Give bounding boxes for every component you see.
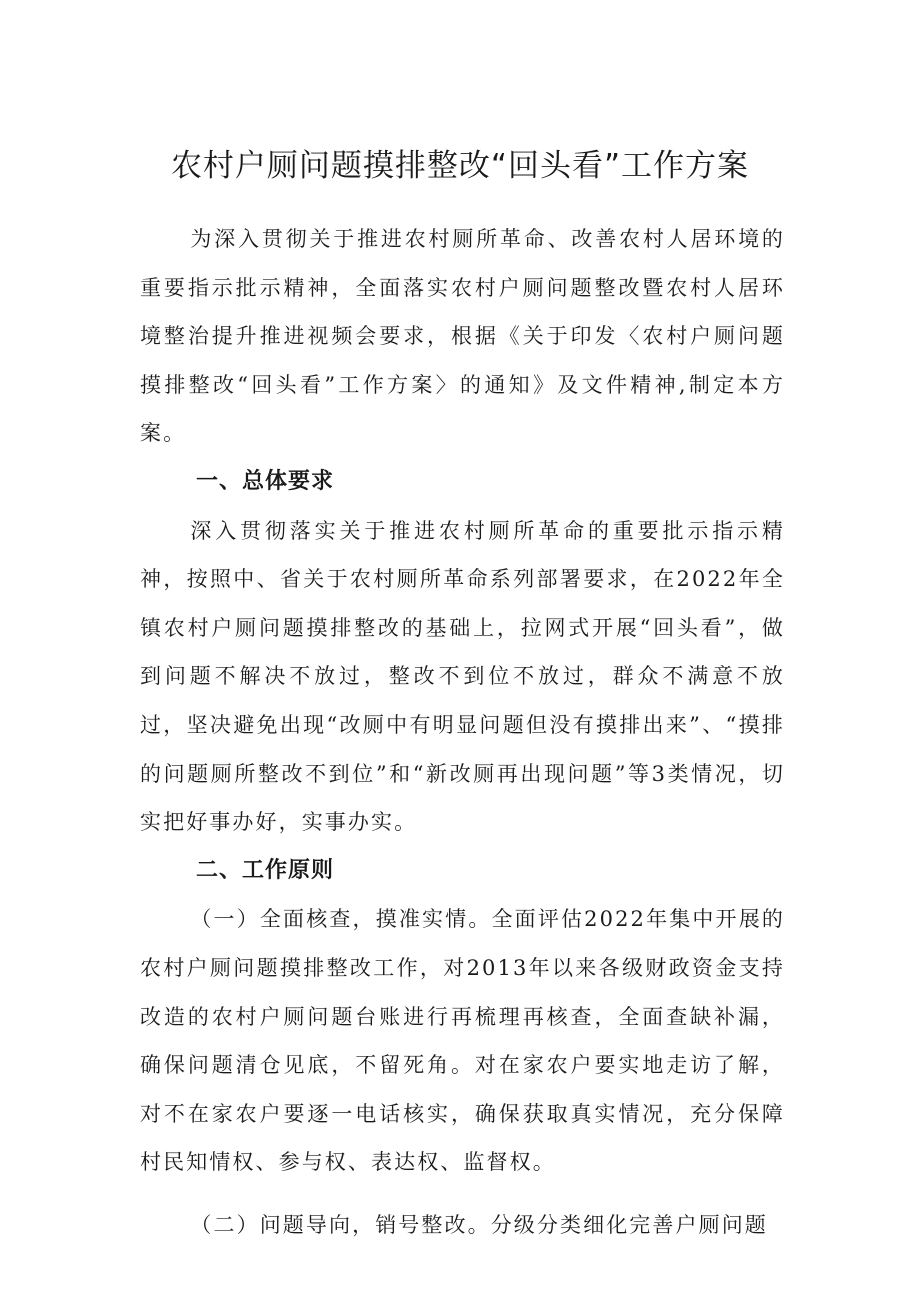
general-requirements-paragraph: 深入贯彻落实关于推进农村厕所革命的重要批示指示精神，按照中、省关于农村厕所革命系列部署要求，在2022年全镇农村户厕问题摸排整改的基础上，拉网式开展“回头看”，做到问题不解决不放过，整改不到位不放过，群众不满意不放过，坚决避免出现“改厕中有明显问题但没有摸排出来”、“摸排的问题厕所整改不到位”和“新改厕再出现问题”等3类情况，切实把好事办好，实事办实。 [140,518,785,835]
section-heading-general-requirements: 一、总体要求 [196,468,335,494]
principle-1-paragraph: （一）全面核查，摸准实情。全面评估2022年集中开展的农村户厕问题摸排整改工作，对2013年以来各级财政资金支持改造的农村户厕问题台账进行再梳理再核查，全面查缺补漏，确保问题清仓见底，不留死角。对在家农户要实地走访了解，对不在家农户要逐一电话核实，确保获取真实情况，充分保障村民知情权、参与权、表达权、监督权。 [140,907,785,1175]
document-title: 农村户厕问题摸排整改“回头看”工作方案 [170,148,750,184]
intro-paragraph: 为深入贯彻关于推进农村厕所革命、改善农村人居环境的重要指示批示精神，全面落实农村户厕问题整改暨农村人居环境整治提升推进视频会要求，根据《关于印发〈农村户厕问题摸排整改“回头看”工作方案〉的通知》及文件精神,制定本方案。 [140,227,785,446]
document-body [140,215,785,1249]
principle-2-paragraph: （二）问题导向，销号整改。分级分类细化完善户厕问题 [190,1212,768,1237]
section-heading-work-principles: 二、工作原则 [196,857,335,883]
paragraph-gap [140,1187,785,1201]
